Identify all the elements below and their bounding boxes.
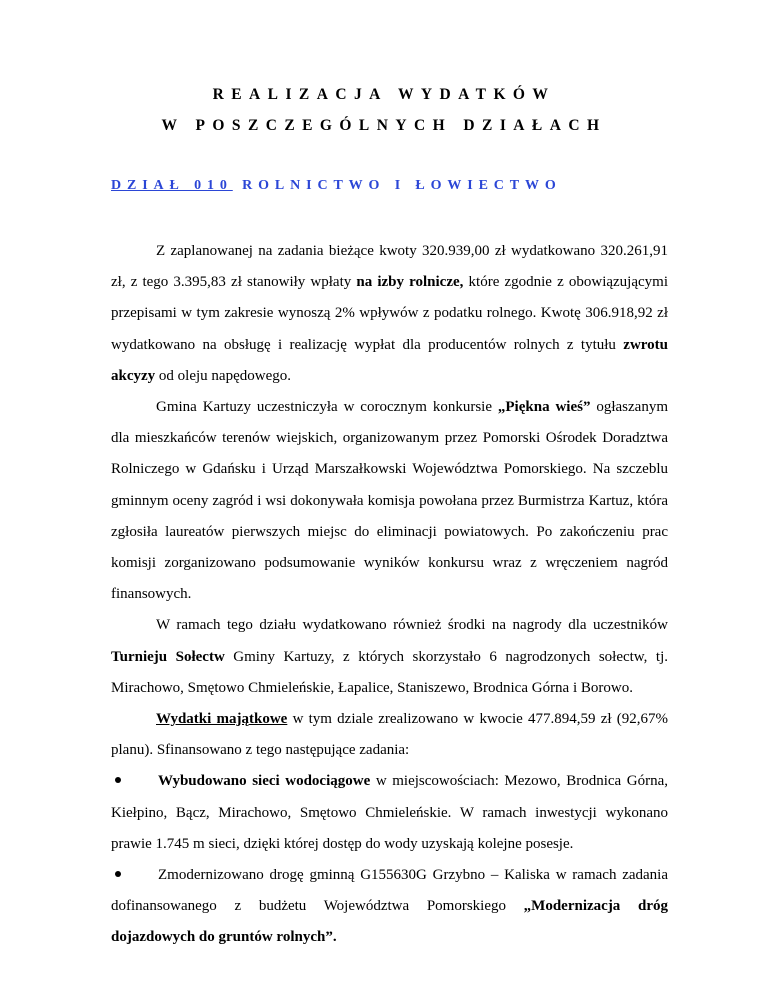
p3-bold-turniej: Turnieju Sołectw <box>111 648 225 665</box>
bullet2-bold: „Modernizacja dróg dojazdowych do gruntów rolnych”. <box>111 898 668 946</box>
p1-text-c: które zgodnie z obowiązującymi przepisami w tym zakresie wynoszą 2% wpływów z podatku rolnego. Kwotę 306.918,92 zł wydatkowano na obsługę i realizację wypłat dla producentów rolnych z tytułu <box>111 274 668 353</box>
bullet-icon <box>111 860 158 891</box>
paragraph-2 <box>111 392 668 610</box>
p3-text-c: Gminy Kartuzy, z których skorzystało 6 nagrodzonych sołectw, tj. Mirachowo, Smętowo Chmieleńskie, Łapalice, Staniszewo, Brodnica Górna i Borowo. <box>111 648 668 696</box>
p3-text-a: W ramach tego działu wydatkowano również środki na nagrody dla uczestników <box>156 617 668 634</box>
bullet1-bold: Wybudowano sieci wodociągowe <box>158 773 371 790</box>
body-text <box>111 236 668 954</box>
p4-bold-wydatki-majatkowe: Wydatki majątkowe <box>156 711 288 728</box>
section-heading <box>111 178 562 194</box>
p4-text-b: w tym dziale zrealizowano w kwocie 477.894,59 zł (92,67% planu). Sfinansowano z tego następujące zadania: <box>111 711 669 759</box>
section-name: ROLNICTWO I ŁOWIECTWO <box>242 178 562 193</box>
p1-bold-izby: na izby rolnicze, <box>356 274 464 291</box>
paragraph-4 <box>111 704 668 766</box>
page-title-line-1: REALIZACJA WYDATKÓW <box>212 86 556 103</box>
p1-text-a: Z zaplanowanej na zadania bieżące kwoty 320.939,00 zł wydatkowano 320.261,91 zł, z tego 3.395,83 zł stanowiły wpłaty <box>111 243 668 291</box>
bullet-item-1 <box>111 766 668 860</box>
p2-text-a: Gmina Kartuzy uczestniczyła w corocznym konkursie <box>156 399 498 416</box>
p1-text-e: od oleju napędowego. <box>155 367 291 384</box>
paragraph-3 <box>111 610 668 704</box>
page-title-line-2: W POSZCZEGÓLNYCH DZIAŁACH <box>161 117 607 134</box>
p1-bold-akcyza: zwrotu akcyzy <box>111 336 668 384</box>
p2-text-c: ogłaszanym dla mieszkańców terenów wiejskich, organizowanym przez Pomorski Ośrodek Doradztwa Rolniczego w Gdańsku i Urząd Marszałkowski Województwa Pomorskiego. Na szczeblu gminnym oceny zagród i wsi dokonywała komisja powołana przez Burmistrza Kartuz, która zgłosiła laureatów pierwszych miejsc do eliminacji powiatowych. Po zakończeniu prac komisji zorganizowano podsumowanie wyników konkursu wraz z wręczeniem nagród finansowych. <box>111 399 668 603</box>
bullet1-text: w miejscowościach: Mezowo, Brodnica Górna, Kiełpino, Bącz, Mirachowo, Smętowo Chmieleńskie. W ramach inwestycji wykonano prawie 1.745 m sieci, dzięki której dostęp do wody uzyskają kolejne posesje. <box>111 773 669 852</box>
section-code-link[interactable]: DZIAŁ 010 <box>111 178 233 193</box>
p2-bold-piekna-wies: „Piękna wieś” <box>497 399 591 416</box>
bullet2-text: Zmodernizowano drogę gminną G155630G Grzybno – Kaliska w ramach zadania dofinansowanego z budżetu Województwa Pomorskiego <box>111 867 668 915</box>
bullet-icon <box>111 766 158 797</box>
paragraph-1 <box>111 236 668 392</box>
bullet-item-2 <box>111 860 668 954</box>
